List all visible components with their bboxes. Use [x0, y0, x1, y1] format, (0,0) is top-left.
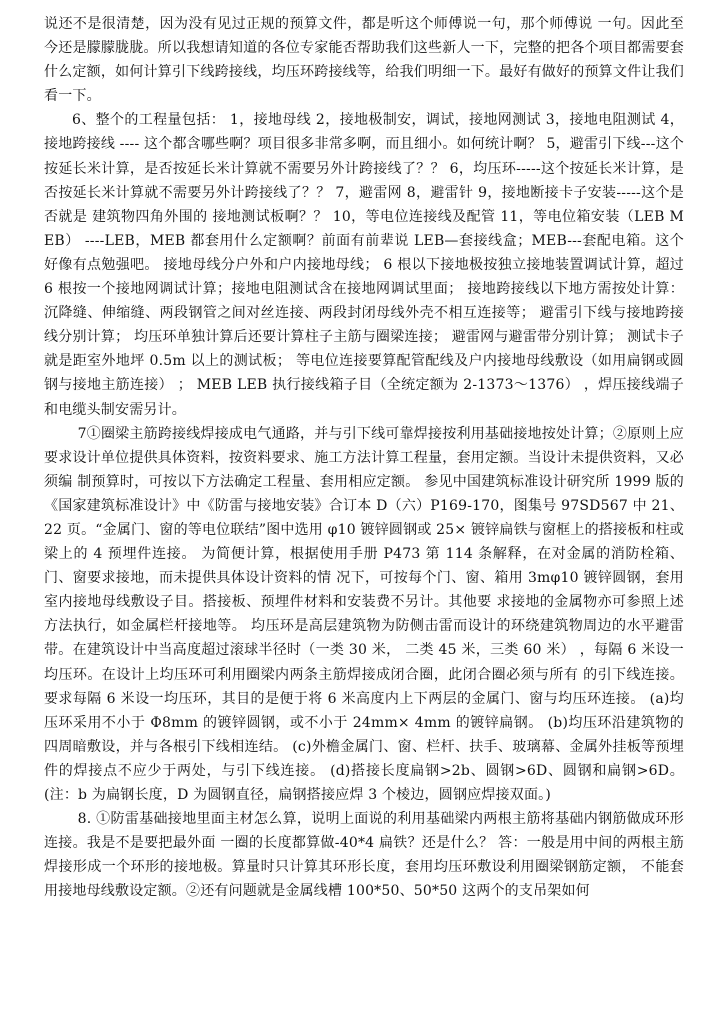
paragraph-8-foundation: 8. ①防雷基础接地里面主材怎么算，说明上面说的利用基础梁内两根主筋将基础内钢筋做成环形连接。我是不是要把最外面 一圈的长度都算做-40*4 扁铁？还是什么？ 答：一般是用中间的两根主筋焊接形成一个环形的接地极。算量时只计算其环形长度，套用均压环敷设利用圈梁钢筋定额， 不能套用接地母线敷设定额。②还有问题就是金属线槽 100*50、50*50 这两个的支吊架如何 — [44, 811, 684, 900]
document-page — [44, 12, 684, 903]
paragraph-intro: 说还不是很清楚，因为没有见过正规的预算文件，都是听这个师傅说一句，那个师傅说 一句。因此至今还是朦朦胧胧。所以我想请知道的各位专家能否帮助我们这些新人一下，完整的把各个项目都需要套什么定额，如何计算引下线跨接线，均压环跨接线等，给我们明细一下。最好有做好的预算文件让我们看一下。 — [44, 16, 684, 105]
paragraph-6-quantities: 6、整个的工程量包括： 1，接地母线 2，接地极制安，调试，接地网测试 3，接地电阻测试 4，接地跨接线 ---- 这个都含哪些啊？项目很多非常多啊，而且细小。如何统计啊？ 5，避雷引下线---这个按延长米计算，是否按延长米计算就不需要另外计跨接线了？？ 6，均压环-----这个按延长米计算，是否按延长米计算就不需要另外计跨接线了？？ 7，避雷网 8，避雷针 9，接地断接卡子安装-----这个是否就是 建筑物四角外围的 接地测试板啊？？ 10，等电位连接线及配管 11，等电位箱安装（LEB MEB） ----LEB，MEB 都套用什么定额啊？前面有前辈说 LEB—套接线盒；MEB---套配电箱。这个 好像有点勉强吧。 接地母线分户外和户内接地母线； 6 根以下接地极按独立接地装置调试计算，超过 6 根按一个接地网调试计算；接地电阻测试含在接地网调试里面； 接地跨接线以下地方需按处计算：沉降缝、伸缩缝、两段钢管之间对丝连接、两段封闭母线外壳不相互连接等； 避雷引下线与接地跨接线分别计算； 均压环单独计算后还要计算柱子主筋与圈梁连接； 避雷网与避雷带分别计算； 测试卡子就是距室外地坪 0.5m 以上的测试板； 等电位连接要算配管配线及户内接地母线敷设（如用扁钢或圆钢与接地主筋连接） ； MEB LEB 执行接线箱子目（全统定额为 2-1373～1376） ，焊压接线端子和电缆头制安需另计。 — [44, 112, 684, 418]
paragraph-7-equipotential: 7①圈梁主筋跨接线焊接成电气通路，并与引下线可靠焊接按利用基础接地按处计算；②原则上应要求设计单位提供具体资料，按资料要求、施工方法计算工程量，套用定额。当设计未提供资料，又必须编 制预算时，可按以下方法确定工程量、套用相应定额。 参见中国建筑标准设计研究所 1999 版的《国家建筑标准设计》中《防雷与接地安装》合订本 D（六）P169-170，图集号 97SD567 中 21、22 页。“金属门、窗的等电位联结”图中选用 φ10 镀锌圆钢或 25× 镀锌扁铁与窗框上的搭接板和柱或梁上的 4 预埋件连接。 为简便计算，根据使用手册 P473 第 114 条解释，在对金属的消防栓箱、门、窗要求接地，而未提供具体设计资料的情 况下，可按每个门、窗、箱用 3mφ10 镀锌圆钢，套用室内接地母线敷设子目。搭接板、预埋件材料和安装费不另计。其他要 求接地的金属物亦可参照上述方法执行，如金属栏杆接地等。 均压环是高层建筑物为防侧击雷而设计的环绕建筑物周边的水平避雷带。在建筑设计中当高度超过滚球半径时（一类 30 米， 二类 45 米，三类 60 米） ，每隔 6 米设一均压环。在设计上均压环可利用圈梁内两条主筋焊接成闭合圈，此闭合圈必须与所有 的引下线连接。要求每隔 6 米设一均压环，其目的是便于将 6 米高度内上下两层的金属门、窗与均压环连接。 (a)均压环采用不小于 Φ8mm 的镀锌圆钢，或不小于 24mm× 4mm 的镀锌扁钢。 (b)均压环沿建筑物的四周暗敷设，并与各根引下线相连结。 (c)外檐金属门、窗、栏杆、扶手、玻璃幕、金属外挂板等预埋件的焊接点不应少于两处，与引下线连接。 (d)搭接长度扁钢>2b、圆钢>6D、圆钢和扁钢>6D。 (注：b 为扁钢长度，D 为圆钢直径，扁钢搭接应焊 3 个棱边，圆钢应焊接双面。) — [44, 425, 684, 803]
